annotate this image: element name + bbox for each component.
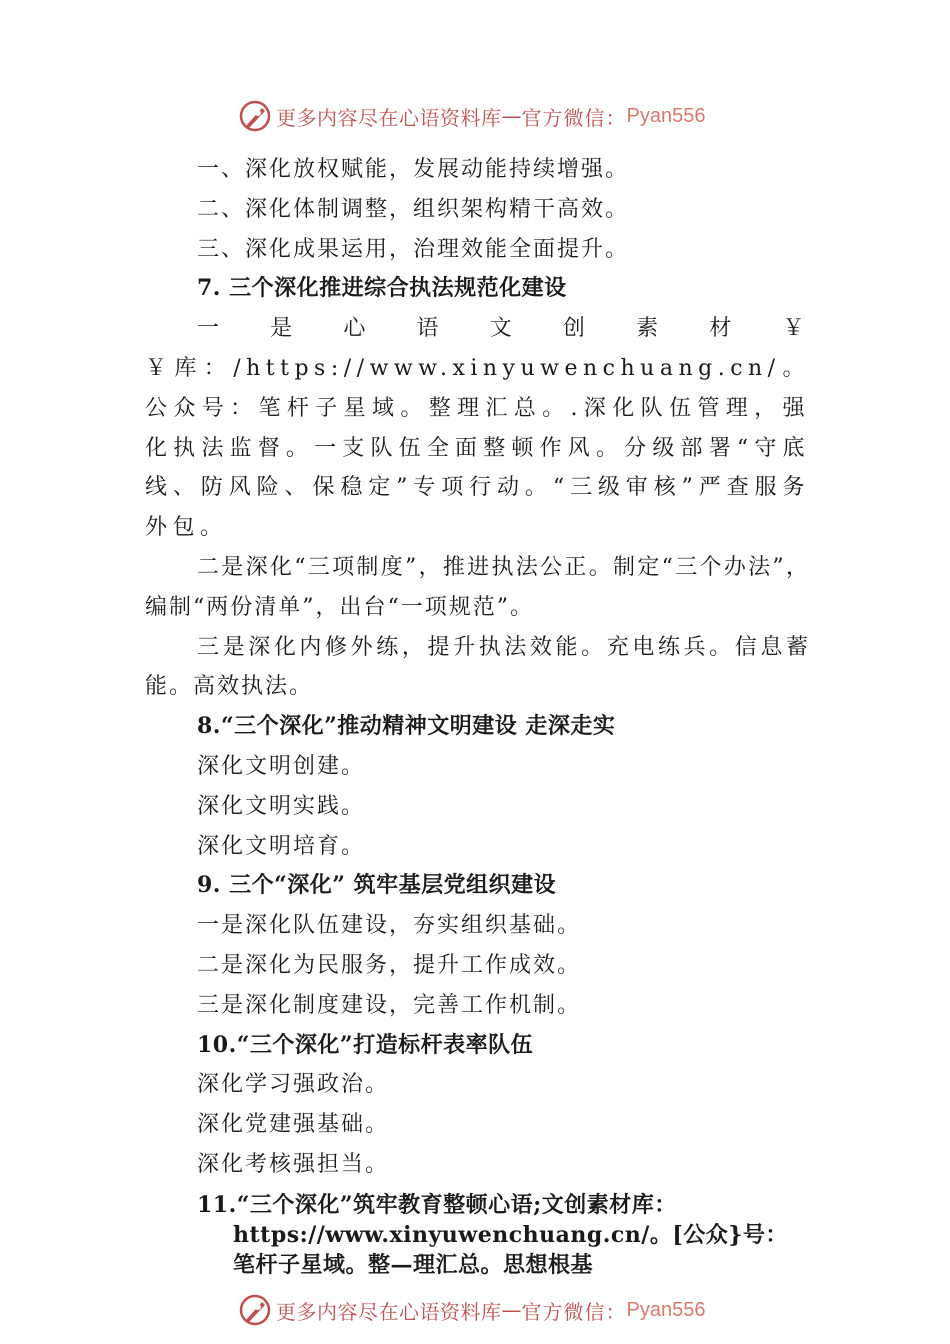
paragraph-7c: 三是深化内修外练，提升执法效能。充电练兵。信息蓄能。高效执法。 — [145, 634, 810, 700]
item-9a: 一是深化队伍建设，夯实组织基础。 — [197, 913, 582, 939]
watermark-id: Pyan556 — [626, 104, 706, 127]
item-10b: 深化党建强基础。 — [197, 1112, 390, 1138]
item-9b: 二是深化为民服务，提升工作成效。 — [197, 952, 582, 978]
section-heading-8: 8.“三个深化”推动精神文明建设 走深走实 — [197, 713, 616, 740]
pen-logo-icon — [238, 99, 272, 133]
watermark-dash: — — [501, 1298, 522, 1322]
paragraph-7b: 二是深化“三项制度”，推进执法公正。制定“三个办法”，编制“两份清单”，出台“一项规范”。 — [145, 554, 810, 620]
item-8a: 深化文明创建。 — [197, 753, 366, 779]
section-heading-9: 9. 三个“深化” 筑牢基层党组织建设 — [197, 872, 557, 899]
watermark-id: Pyan556 — [626, 1298, 706, 1321]
item-8c: 深化文明培育。 — [197, 833, 366, 859]
watermark-text: 更多内容尽在心语资料库 — [276, 1299, 502, 1324]
document-body — [145, 150, 810, 1280]
watermark-dash: — — [501, 104, 522, 128]
watermark-label: 官方微信： — [521, 1299, 627, 1324]
section-heading-10: 10.“三个深化”打造标杆表率队伍 — [197, 1031, 534, 1058]
item-9c: 三是深化制度建设，完善工作机制。 — [197, 992, 582, 1018]
item-10a: 深化学习强政治。 — [197, 1072, 390, 1098]
watermark-banner-top — [238, 96, 758, 136]
section-heading-7: 7. 三个深化推进综合执法规范化建设 — [197, 275, 567, 302]
watermark-label: 官方微信： — [521, 105, 627, 130]
item-10c: 深化考核强担当。 — [197, 1151, 390, 1177]
watermark-text: 更多内容尽在心语资料库 — [276, 105, 502, 130]
item-line-3: 三、深化成果运用，治理效能全面提升。 — [197, 236, 630, 262]
pen-logo-icon — [238, 1293, 272, 1327]
item-line-2: 二、深化体制调整，组织架构精干高效。 — [197, 196, 630, 222]
watermark-banner-bottom — [238, 1290, 758, 1330]
item-8b: 深化文明实践。 — [197, 793, 366, 819]
paragraph-7a: 一是心语文创素材￥￥库：/https://www.xinyuwenchuang.cn/。公众号：笔杆子星域。整理汇总。.深化队伍管理，强化执法监督。一支队伍全面整顿作风。分级部署“守底线、防风险、保稳定”专项行动。“三级审核”严查服务外包。 — [145, 316, 810, 541]
item-line-1: 一、深化放权赋能，发展动能持续增强。 — [197, 157, 630, 182]
section-heading-11: 11.“三个深化”筑牢教育整顿心语;文创素材库：https://www.xinyuwenchuang.cn/。[公众}号：笔杆子星域。整—理汇总。思想根基 — [197, 1191, 788, 1278]
